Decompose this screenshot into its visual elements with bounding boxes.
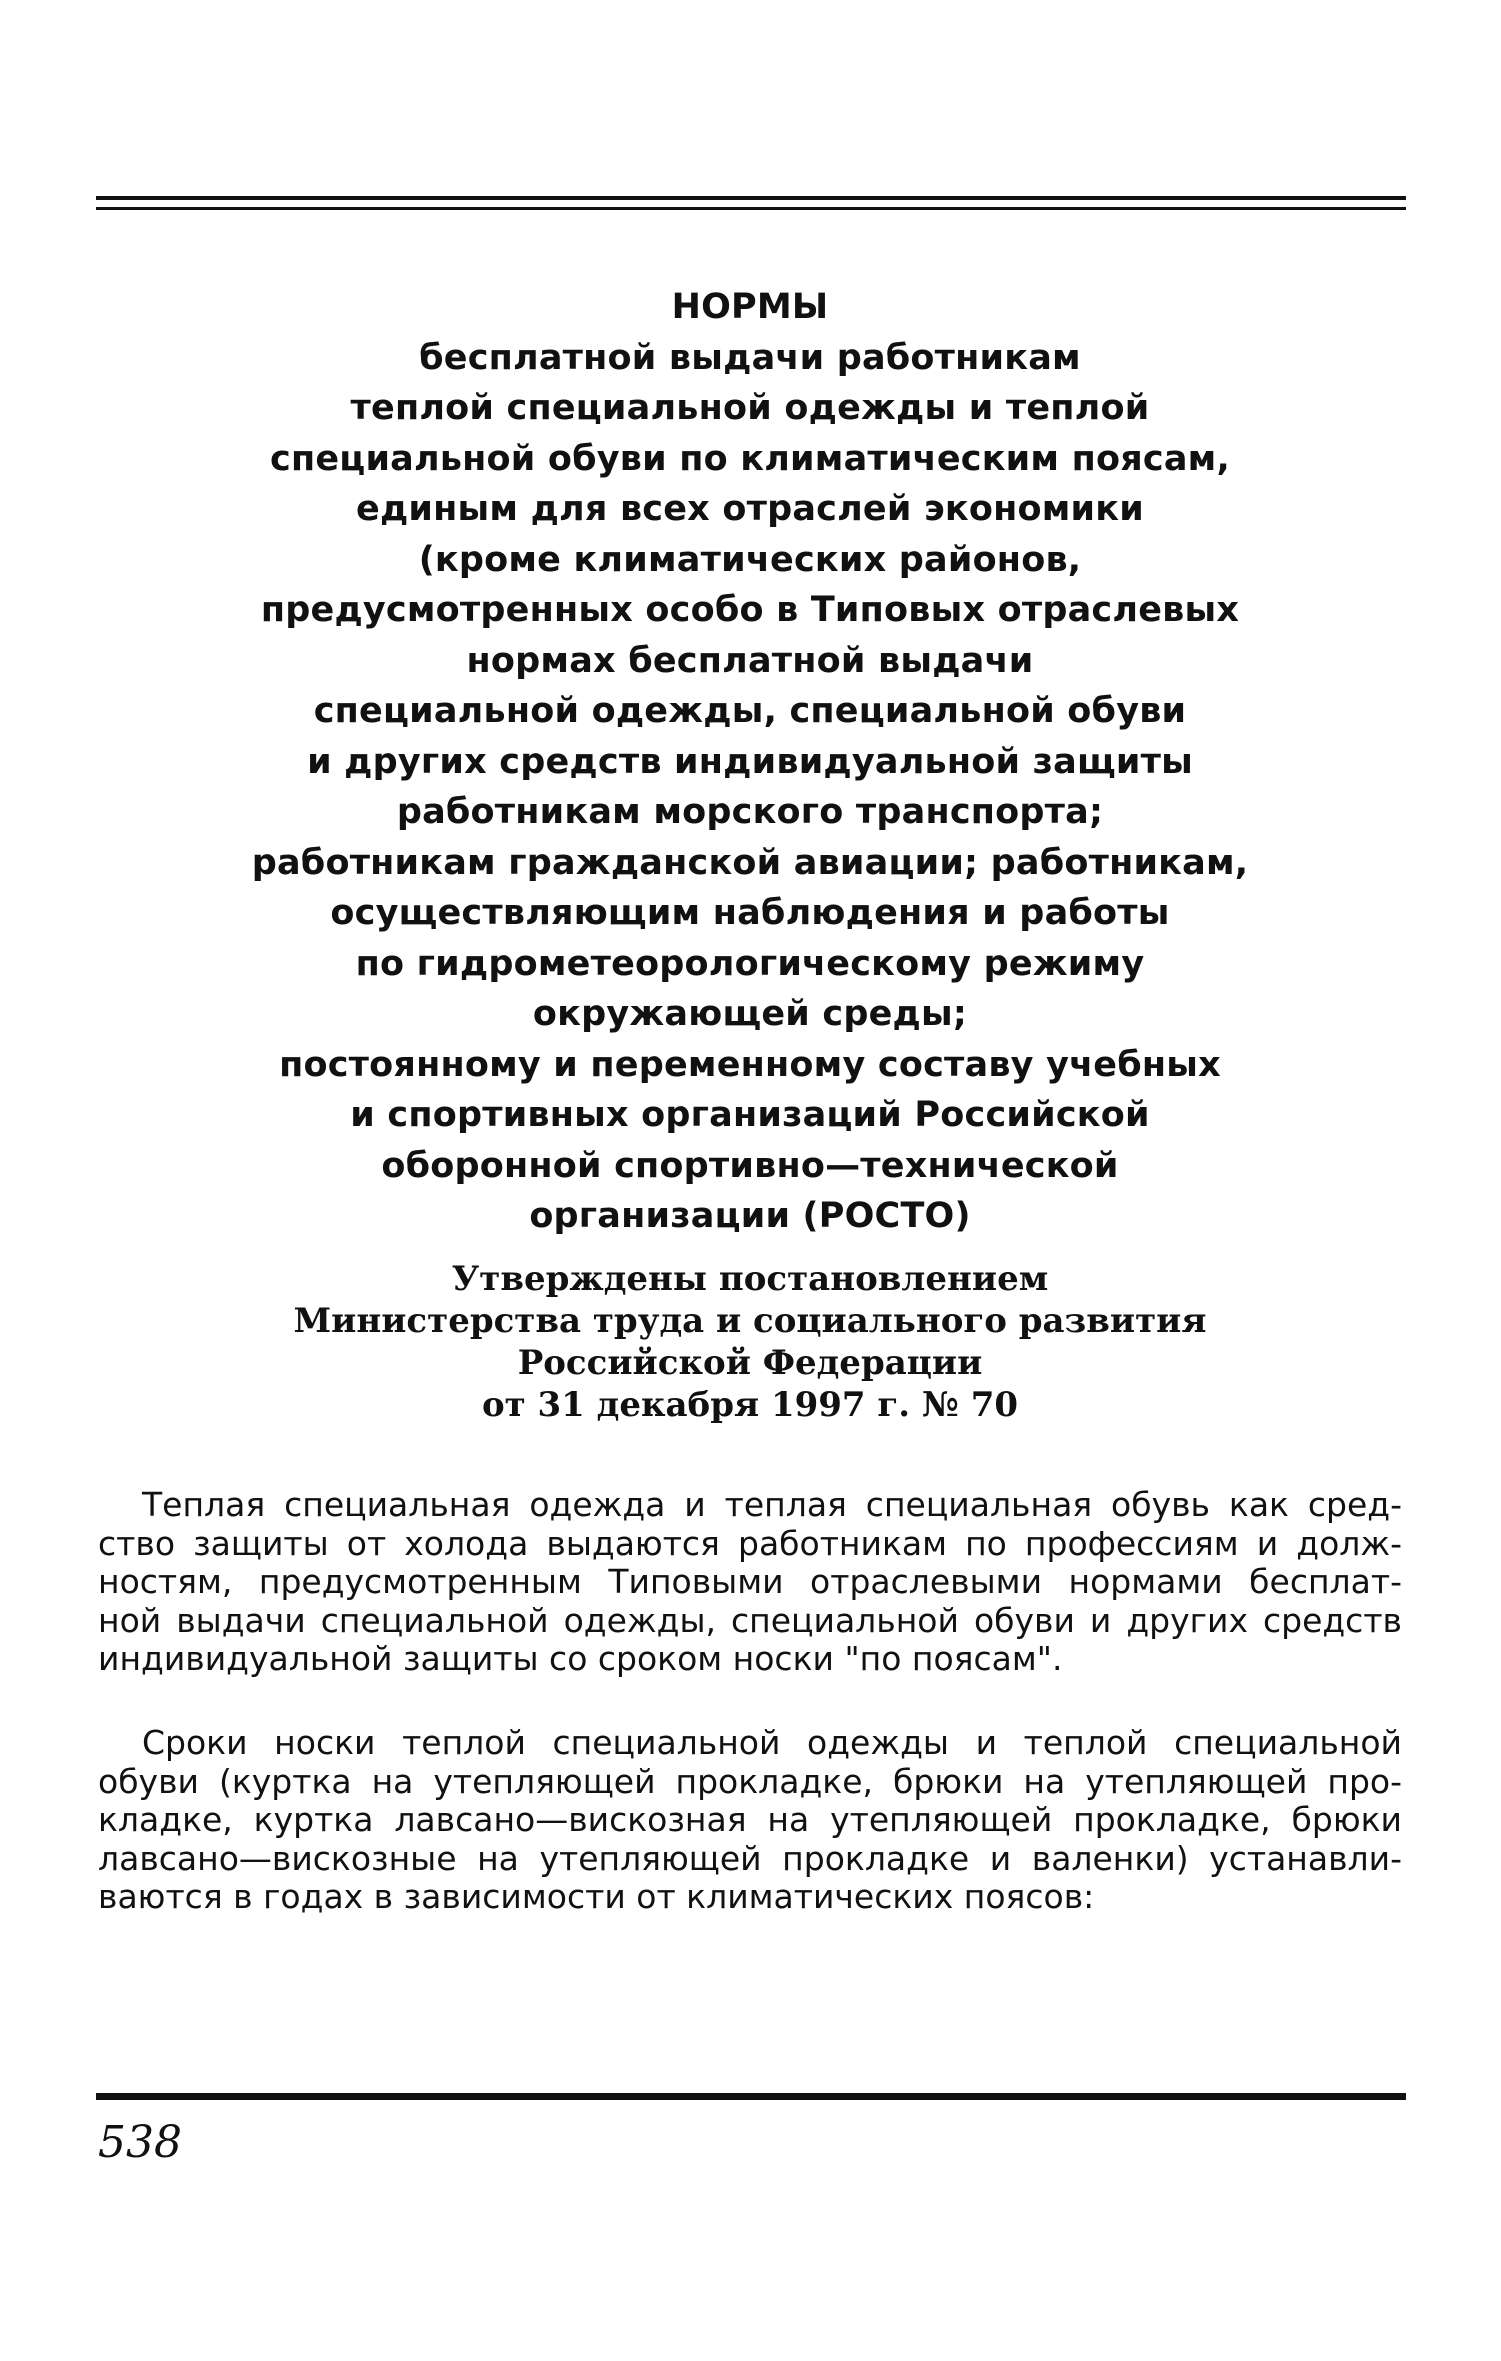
top-rule-thick [96, 196, 1406, 200]
title-line: организации (РОСТО) [529, 1196, 971, 1236]
title-line: оборонной спортивно—технической [381, 1145, 1119, 1186]
approval-note [150, 1258, 1350, 1426]
title-line: постоянному и переменному составу учебных [279, 1044, 1221, 1085]
page-number: 538 [98, 2117, 182, 2168]
paragraph-line: Теплая специальная одежда и теплая специальная обувь как сред- [142, 1485, 1402, 1524]
paragraph-1 [98, 1486, 1402, 1679]
paragraph-line: ностям, предусмотренным Типовыми отраслевыми нормами бесплат- [98, 1562, 1402, 1601]
title-line: и спортивных организаций Российской [350, 1095, 1150, 1135]
title-line: специальной обуви по климатическим поясам, [270, 438, 1230, 479]
paragraph-line: ваются в годах в зависимости от климатических поясов: [98, 1877, 1095, 1916]
approval-line: от 31 декабря 1997 г. № 70 [481, 1385, 1019, 1425]
paragraph-line: индивидуальной защиты со сроком носки "по поясам". [98, 1639, 1063, 1678]
title-line: нормах бесплатной выдачи [466, 640, 1034, 681]
title-heading: НОРМЫ [671, 287, 829, 327]
title-line: работникам гражданской авиации; работникам, [251, 842, 1249, 883]
top-rule-thin [96, 207, 1406, 210]
paragraph-line: лавсано—вискозные на утепляющей прокладке и валенки) устанавли- [98, 1838, 1402, 1878]
approval-line: Министерства труда и социального развития [293, 1301, 1207, 1341]
title-line: специальной одежды, специальной обуви [313, 691, 1187, 731]
title-line: предусмотренных особо в Типовых отраслевых [260, 590, 1240, 630]
paragraph-line: ство защиты от холода выдаются работникам по профессиям и долж- [98, 1523, 1402, 1563]
paragraph-line: ной выдачи специальной одежды, специальной обуви и других средств [98, 1600, 1402, 1640]
paragraph-2 [98, 1724, 1402, 1917]
title-line: окружающей среды; [532, 994, 968, 1034]
title-line: бесплатной выдачи работникам [419, 337, 1081, 378]
approval-line: Утверждены постановлением [451, 1259, 1049, 1299]
title-line: единым для всех отраслей экономики [356, 489, 1144, 529]
bottom-rule [96, 2093, 1406, 2100]
title-line: и других средств индивидуальной защиты [307, 741, 1193, 782]
approval-line: Российской Федерации [517, 1343, 983, 1383]
title-line: работникам морского транспорта; [396, 792, 1104, 832]
paragraph-line: обуви (куртка на утепляющей прокладке, брюки на утепляющей про- [98, 1761, 1402, 1801]
paragraph-line: Сроки носки теплой специальной одежды и теплой специальной [142, 1723, 1402, 1762]
paragraph-line: кладке, куртка лавсано—вискозная на утепляющей прокладке, брюки [98, 1800, 1402, 1839]
title-line: теплой специальной одежды и теплой [350, 388, 1150, 428]
title-line: по гидрометеорологическому режиму [355, 943, 1145, 984]
title-line: (кроме климатических районов, [418, 539, 1082, 580]
document-title [150, 282, 1350, 1242]
title-line: осуществляющим наблюдения и работы [330, 893, 1170, 933]
